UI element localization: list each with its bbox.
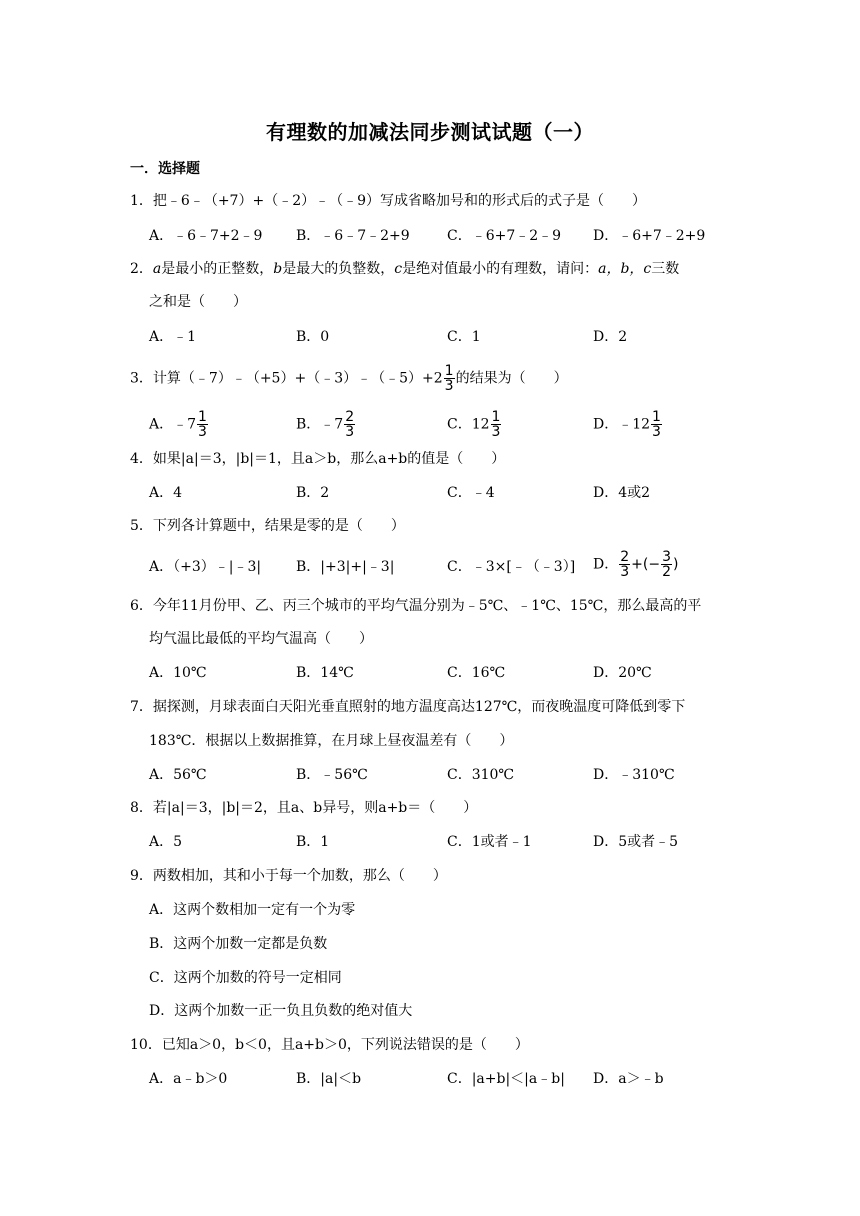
variable: c [394, 261, 403, 277]
option-d: D．﹣310℃ [593, 767, 675, 783]
fraction-numerator: 1 [198, 409, 207, 425]
question-number: 8． [130, 800, 153, 816]
question-text: 下列各计算题中，结果是零的是（ ） [152, 518, 405, 534]
fraction-numerator: 1 [491, 409, 501, 425]
question-number: 3． [130, 370, 153, 387]
fraction-numerator: 2 [620, 549, 630, 565]
question-text: 的结果为（ ） [455, 370, 568, 387]
section-heading: 一．选择题 [130, 161, 200, 177]
page-title: 有理数的加减法同步测试试题（一） [266, 120, 594, 144]
variable: a [152, 261, 162, 277]
question-5 [130, 516, 405, 536]
option-b [296, 410, 356, 439]
question-number: 4． [130, 451, 153, 467]
variable: b [273, 261, 283, 277]
question-text: 已知a＞0，b＜0，且a+b＞0，下列说法错误的是（ ） [161, 1037, 529, 1053]
question-9 [130, 866, 447, 886]
question-6: 6．今年11月份甲、乙、丙三个城市的平均气温分别为﹣5℃、﹣1℃、15℃，那么最高的平 [130, 598, 702, 614]
option-b: B．2 [296, 485, 330, 501]
option-a [149, 410, 209, 439]
option-c: C．16℃ [447, 665, 506, 681]
option-label: C．12 [447, 416, 490, 433]
option-b: B．这两个加数一定都是负数 [149, 936, 328, 952]
option-a: A．10℃ [149, 665, 207, 681]
option-d: D．﹣6+7﹣2+9 [593, 228, 706, 244]
operator: +( [631, 556, 649, 573]
operator: − [648, 556, 661, 573]
question-1 [130, 191, 646, 211]
option-c: C．1 [447, 329, 481, 345]
question-7: 7．据探测，月球表面白天阳光垂直照射的地方温度高达127℃，而夜晚温度可降低到零下 [130, 699, 686, 715]
option-label: A．﹣7 [149, 416, 197, 433]
option-d: D．20℃ [593, 665, 652, 681]
question-number: 9． [130, 868, 153, 884]
question-text: 是最大的负整数， [282, 261, 395, 277]
fraction [491, 410, 502, 439]
question-text: 如果|a|＝3，|b|＝1，且a＞b，那么a+b的值是（ ） [152, 451, 506, 467]
question-2-continued: 之和是（ ） [149, 294, 247, 310]
option-a: A．﹣1 [149, 329, 197, 345]
option-b: B．﹣56℃ [296, 767, 368, 783]
option-d: D．a＞﹣b [593, 1071, 664, 1087]
option-c: C．310℃ [447, 767, 515, 783]
option-a: A．56℃ [149, 767, 207, 783]
option-a: A．4 [149, 485, 183, 501]
option-c: C．1或者﹣1 [447, 834, 532, 850]
fraction [661, 550, 672, 579]
question-4 [130, 449, 505, 469]
question-number: 10． [130, 1037, 162, 1053]
option-d: D．2 [593, 329, 628, 345]
question-3 [130, 364, 568, 393]
option-label: D． [593, 556, 619, 573]
option-d: D．这两个加数一正一负且负数的绝对值大 [149, 1003, 413, 1019]
option-c: C．﹣6+7﹣2﹣9 [447, 228, 562, 244]
option-label: D．﹣12 [593, 416, 651, 433]
question-10 [130, 1035, 529, 1055]
fraction-denominator: 3 [198, 424, 207, 440]
option-c: C．这两个加数的符号一定相同 [149, 970, 342, 986]
option-d [593, 410, 663, 439]
fraction-denominator: 3 [345, 424, 355, 440]
question-text: 三数 [651, 261, 680, 277]
question-text: 若|a|＝3，|b|＝2，且a、b异号，则a+b＝（ ） [152, 800, 478, 816]
option-a: A．（+3）﹣|﹣3| [149, 559, 262, 575]
fraction-numerator: 3 [662, 549, 672, 565]
option-label: B．﹣7 [296, 416, 344, 433]
question-text: 是绝对值最小的有理数，请问： [402, 261, 599, 277]
fraction-denominator: 3 [620, 564, 630, 580]
option-b: B．0 [296, 329, 330, 345]
option-c: C．﹣4 [447, 485, 495, 501]
option-d [593, 550, 678, 579]
option-b: B．|+3|+|﹣3| [296, 559, 395, 575]
question-8 [130, 798, 477, 818]
fraction-denominator: 2 [662, 564, 672, 580]
variable: a，b，c [598, 261, 652, 277]
fraction-numerator: 2 [345, 409, 355, 425]
question-text: 是最小的正整数， [161, 261, 274, 277]
option-a: A．5 [149, 834, 183, 850]
option-b: B．1 [296, 834, 330, 850]
option-c: C．﹣3×[﹣（﹣3）] [447, 559, 576, 575]
option-a: A．这两个数相加一定有一个为零 [149, 902, 356, 918]
question-number: 5． [130, 518, 153, 534]
option-b: B．14℃ [296, 665, 354, 681]
fraction [619, 550, 630, 579]
question-2 [130, 259, 679, 279]
fraction-denominator: 3 [444, 378, 454, 394]
fraction-denominator: 3 [652, 424, 661, 440]
question-text: 两数相加，其和小于每一个加数，那么（ ） [152, 868, 447, 884]
fraction [344, 410, 355, 439]
option-a: A．a﹣b＞0 [149, 1071, 228, 1087]
question-number: 2． [130, 261, 153, 277]
fraction-numerator: 1 [652, 409, 661, 425]
question-7-continued: 183℃．根据以上数据推算，在月球上昼夜温差有（ ） [149, 733, 514, 749]
question-text: 把﹣6﹣（+7）+（﹣2）﹣（﹣9）写成省略加号和的形式后的式子是（ ） [152, 193, 647, 209]
fraction [197, 410, 208, 439]
fraction-denominator: 3 [491, 424, 501, 440]
option-a: A．﹣6﹣7+2﹣9 [149, 228, 263, 244]
option-d: D．5或者﹣5 [593, 834, 679, 850]
option-d: D．4或2 [593, 485, 651, 501]
mixed-fraction [444, 364, 455, 393]
operator: ) [673, 556, 679, 573]
question-text: 计算（﹣7）﹣（+5）+（﹣3）﹣（﹣5）+2 [152, 370, 443, 387]
option-b: B．﹣6﹣7﹣2+9 [296, 228, 410, 244]
option-b: B．|a|＜b [296, 1071, 362, 1087]
question-6-continued: 均气温比最低的平均气温高（ ） [149, 631, 373, 647]
question-number: 1． [130, 193, 153, 209]
option-c: C．|a+b|＜|a﹣b| [447, 1071, 565, 1087]
fraction [651, 410, 662, 439]
fraction-numerator: 1 [444, 363, 454, 379]
option-c [447, 410, 502, 439]
